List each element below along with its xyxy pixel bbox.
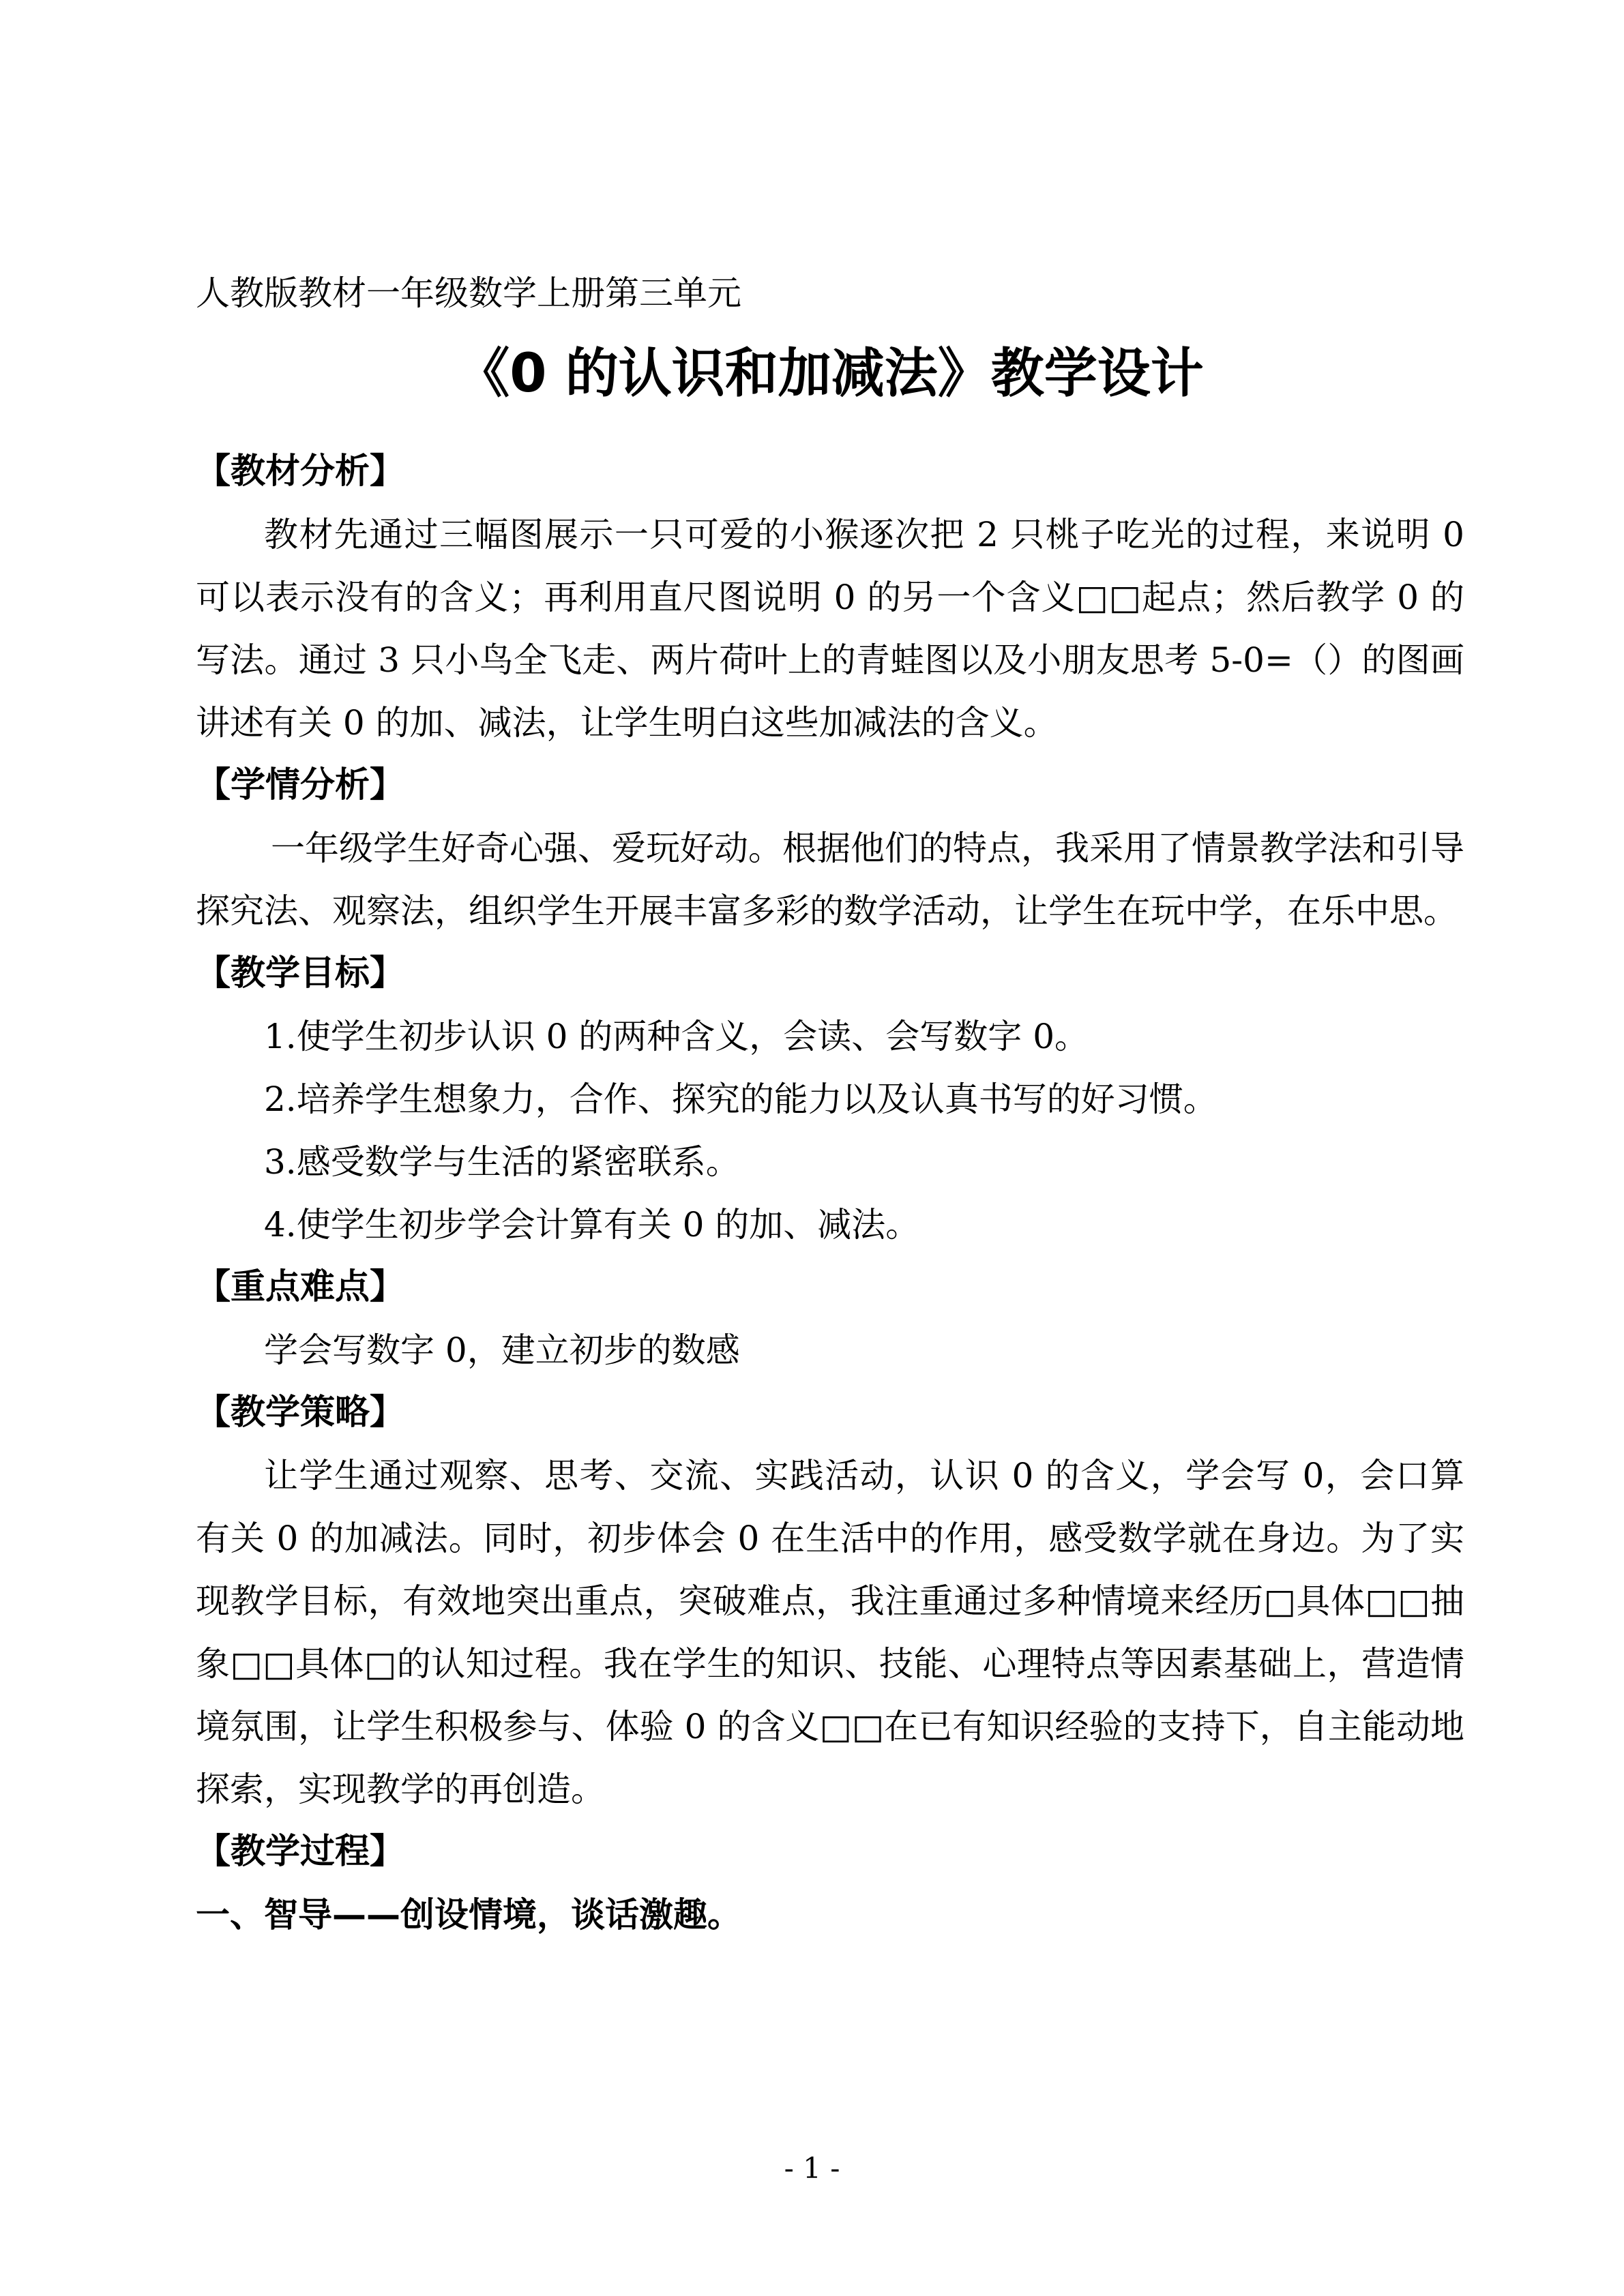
document-body <box>196 266 1464 1946</box>
strategy-text: 让学生通过观察、思考、交流、实践活动，认识 0 的含义，学会写 0，会口算有关 0 的加减法。同时，初步体会 0 在生活中的作用，感受数学就在身边。为了实现教学目标，有效地突出重点，突破难点，我注重通过多种情境来经历□具体□□抽象□□具体□的认知过程。我在学生的知识、技能、心理特点等因素基础上，营造情境氛围，让学生积极参与、体验 0 的含义□□在已有知识经验的支持下，自主能动地探索，实现教学的再创造。 <box>196 1456 1464 1809</box>
document-title: 《0 的认识和加减法》教学设计 <box>456 343 1204 404</box>
section-heading-goals: 【教学目标】 <box>196 953 405 994</box>
document-subtitle: 人教版教材一年级数学上册第三单元 <box>196 273 741 313</box>
key-points-text: 学会写数字 0，建立初步的数感 <box>264 1330 740 1370</box>
section-heading-strategy: 【教学策略】 <box>196 1392 405 1433</box>
goal-item-2: 2.培养学生想象力，合作、探究的能力以及认真书写的好习惯。 <box>264 1079 1217 1119</box>
section-heading-key-points: 【重点难点】 <box>196 1267 405 1307</box>
goal-item-3: 3.感受数学与生活的紧密联系。 <box>264 1142 740 1182</box>
student-analysis-text: 一年级学生好奇心强、爱玩好动。根据他们的特点，我采用了情景教学法和引导探究法、观察法，组织学生开展丰富多彩的数学活动，让学生在玩中学，在乐中思。 <box>196 829 1464 931</box>
material-analysis-text: 教材先通过三幅图展示一只可爱的小猴逐次把 2 只桃子吃光的过程，来说明 0 可以表示没有的含义；再利用直尺图说明 0 的另一个含义□□起点；然后教学 0 的写法。通过 3 只小鸟全飞走、两片荷叶上的青蛙图以及小朋友思考 5-0=（）的图画讲述有关 0 的加、减法，让学生明白这些加减法的含义。 <box>196 515 1464 743</box>
goal-item-1: 1.使学生初步认识 0 的两种含义，会读、会写数字 0。 <box>264 1017 1089 1056</box>
section-heading-material-analysis: 【教材分析】 <box>196 451 405 492</box>
goal-item-4: 4.使学生初步学会计算有关 0 的加、减法。 <box>264 1205 920 1244</box>
section-heading-process: 【教学过程】 <box>196 1832 405 1872</box>
section-heading-student-analysis: 【学情分析】 <box>196 765 405 805</box>
process-step-1-heading: 一、智导——创设情境，谈话激趣。 <box>196 1895 741 1935</box>
page-number: - 1 - <box>784 2151 840 2185</box>
